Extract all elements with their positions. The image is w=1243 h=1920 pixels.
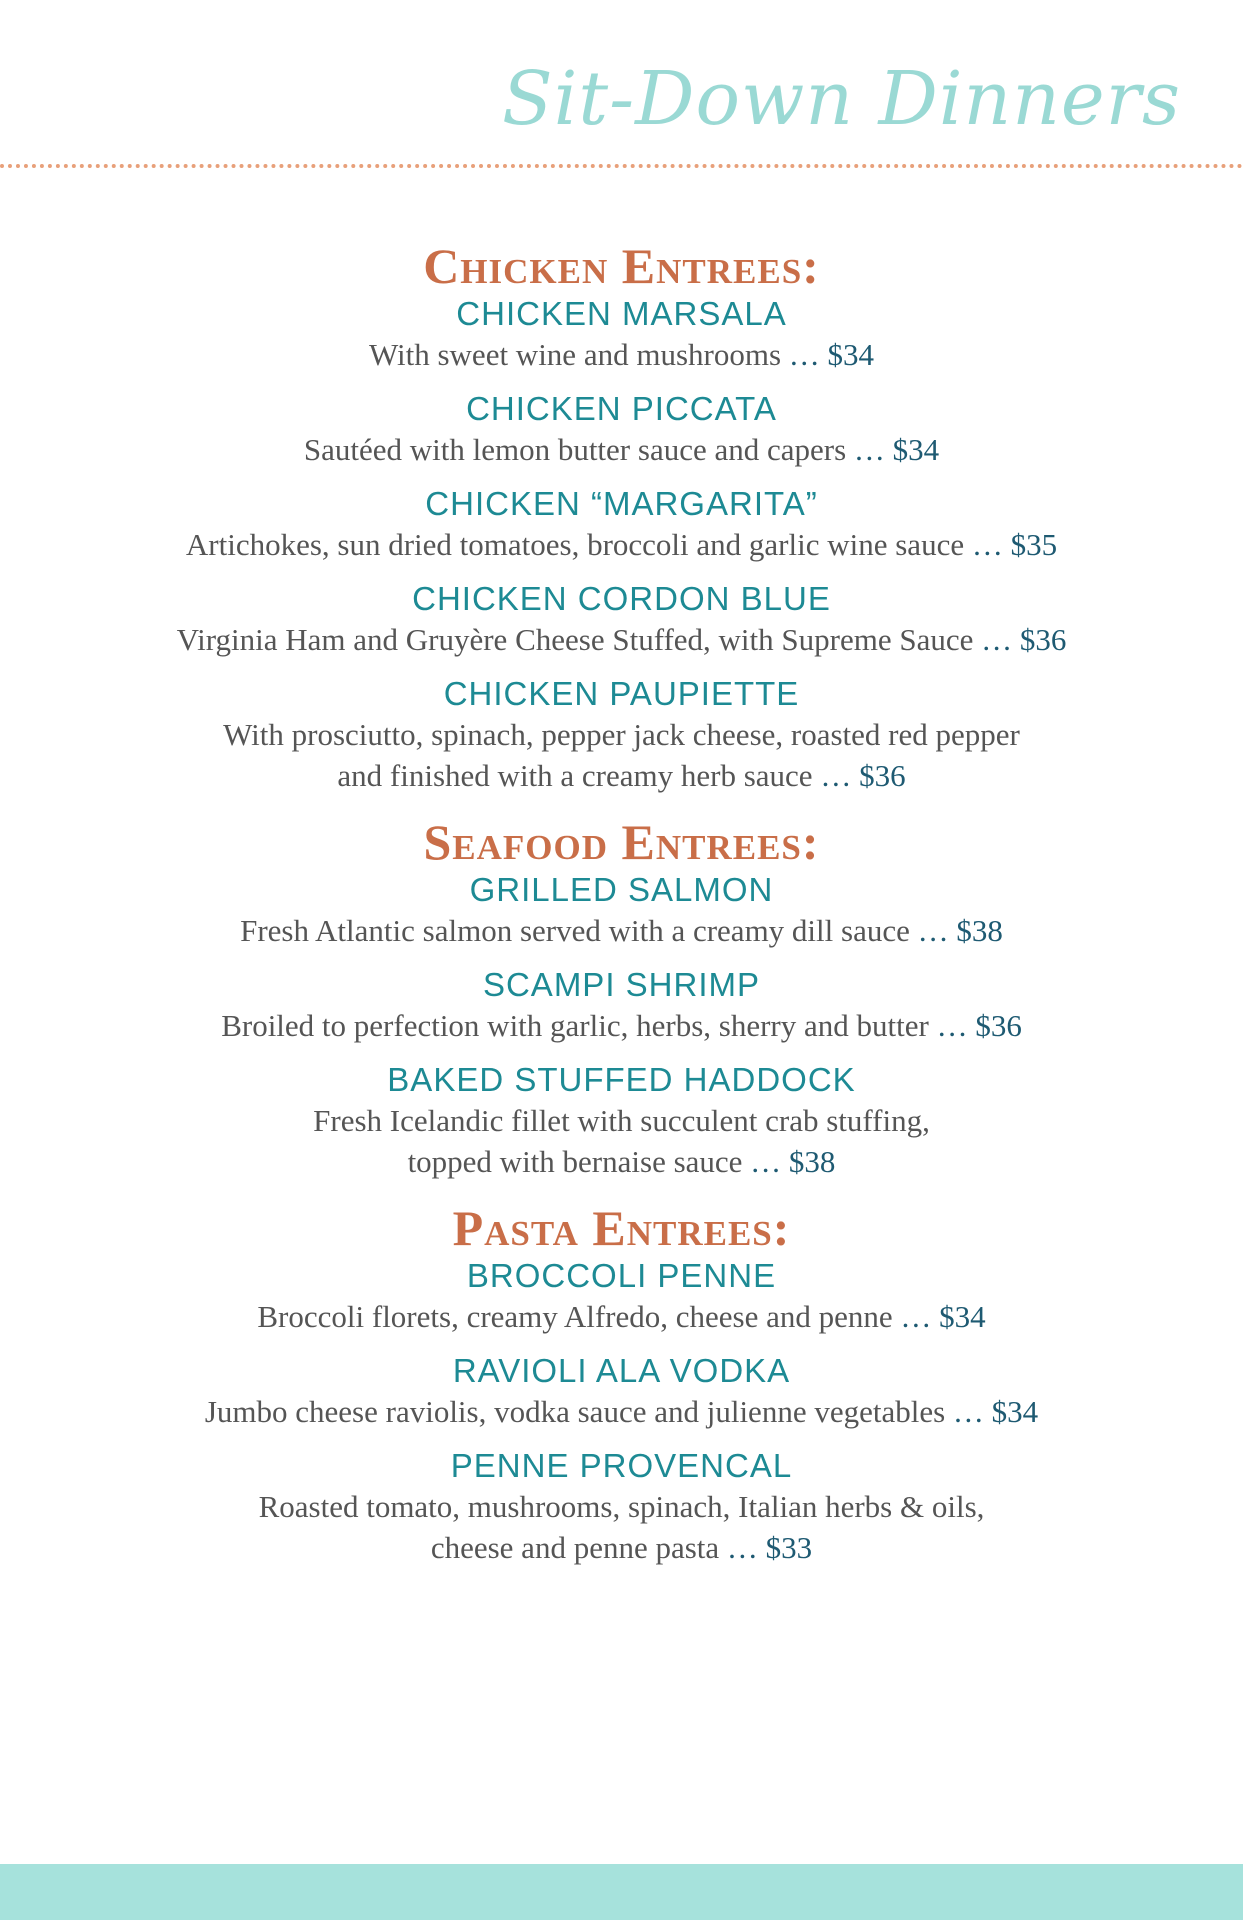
item-name: CHICKEN MARSALA — [456, 295, 787, 332]
page-title: Sit-Down Dinners — [502, 56, 1181, 142]
item-description-text: With prosciutto, spinach, pepper jack cheese, roasted red pepper — [223, 717, 1020, 752]
item-name: BAKED STUFFED HADDOCK — [387, 1061, 856, 1098]
item-description — [0, 524, 1243, 565]
item-price: … $33 — [726, 1530, 813, 1565]
item-description — [0, 1100, 1243, 1182]
item-price: … $34 — [900, 1299, 986, 1334]
item-description-text: With sweet wine and mushrooms — [368, 337, 782, 372]
item-description-text: Jumbo cheese raviolis, vodka sauce and julienne vegetables — [204, 1394, 946, 1429]
item-description-text: Broccoli florets, creamy Alfredo, cheese and penne — [257, 1299, 893, 1334]
menu-item-ravioli-ala-vodka — [0, 1351, 1243, 1432]
item-price: … $36 — [820, 758, 906, 793]
section-heading-chicken: Chicken Entrees: — [423, 238, 820, 294]
menu-item-chicken-margarita — [0, 484, 1243, 565]
menu-item-chicken-paupiette — [0, 674, 1243, 796]
item-description-text-line2: topped with bernaise sauce — [407, 1144, 743, 1179]
section-heading-pasta: Pasta Entrees: — [452, 1200, 791, 1256]
menu-item-chicken-cordon-blue — [0, 579, 1243, 660]
footer-band — [0, 1864, 1243, 1920]
item-description — [0, 429, 1243, 470]
menu-item-broccoli-penne — [0, 1256, 1243, 1337]
item-name: CHICKEN “MARGARITA” — [425, 485, 818, 522]
item-name: GRILLED SALMON — [469, 871, 774, 908]
item-price: … $34 — [952, 1394, 1039, 1429]
section-heading-seafood: Seafood Entrees: — [423, 814, 820, 870]
item-description-text: Virginia Ham and Gruyère Cheese Stuffed, with Supreme Sauce — [176, 622, 974, 657]
item-price: … $38 — [917, 913, 1003, 948]
dotted-divider — [0, 164, 1243, 168]
item-description — [0, 1296, 1243, 1337]
item-description-text: Artichokes, sun dried tomatoes, broccoli and garlic wine sauce — [185, 527, 965, 562]
item-description — [0, 334, 1243, 375]
menu-item-chicken-marsala — [0, 294, 1243, 375]
item-price: … $35 — [971, 527, 1058, 562]
item-name: BROCCOLI PENNE — [466, 1257, 777, 1294]
item-name: SCAMPI SHRIMP — [482, 966, 761, 1003]
item-description — [0, 1391, 1243, 1432]
item-description-text: Fresh Icelandic fillet with succulent crab stuffing, — [313, 1103, 930, 1138]
item-name: CHICKEN PAUPIETTE — [443, 675, 800, 712]
menu-item-penne-provencal — [0, 1446, 1243, 1568]
item-price: … $34 — [788, 337, 875, 372]
menu-item-scampi-shrimp — [0, 965, 1243, 1046]
item-description — [0, 1486, 1243, 1568]
menu-content — [0, 238, 1243, 1582]
item-description-text: Broiled to perfection with garlic, herbs, sherry and butter — [221, 1008, 929, 1043]
item-description — [0, 619, 1243, 660]
item-description — [0, 1005, 1243, 1046]
item-description-text: Roasted tomato, mushrooms, spinach, Italian herbs & oils, — [258, 1489, 985, 1524]
item-price: … $36 — [981, 622, 1067, 657]
item-price: … $34 — [853, 432, 940, 467]
item-name: CHICKEN PICCATA — [466, 390, 777, 427]
item-description-text-line2: cheese and penne pasta — [430, 1530, 720, 1565]
item-description-text-line2: and finished with a creamy herb sauce — [337, 758, 813, 793]
menu-item-chicken-piccata — [0, 389, 1243, 470]
item-description-text: Fresh Atlantic salmon served with a creamy dill sauce — [240, 913, 910, 948]
item-price: … $38 — [750, 1144, 836, 1179]
item-price: … $36 — [936, 1008, 1022, 1043]
menu-item-grilled-salmon — [0, 870, 1243, 951]
menu-item-baked-stuffed-haddock — [0, 1060, 1243, 1182]
item-description — [0, 714, 1243, 796]
item-name: RAVIOLI ALA VODKA — [452, 1352, 791, 1389]
item-description — [0, 910, 1243, 951]
item-name: PENNE PROVENCAL — [450, 1447, 793, 1484]
item-name: CHICKEN CORDON BLUE — [412, 580, 831, 617]
item-description-text: Sautéed with lemon butter sauce and capers — [303, 432, 847, 467]
